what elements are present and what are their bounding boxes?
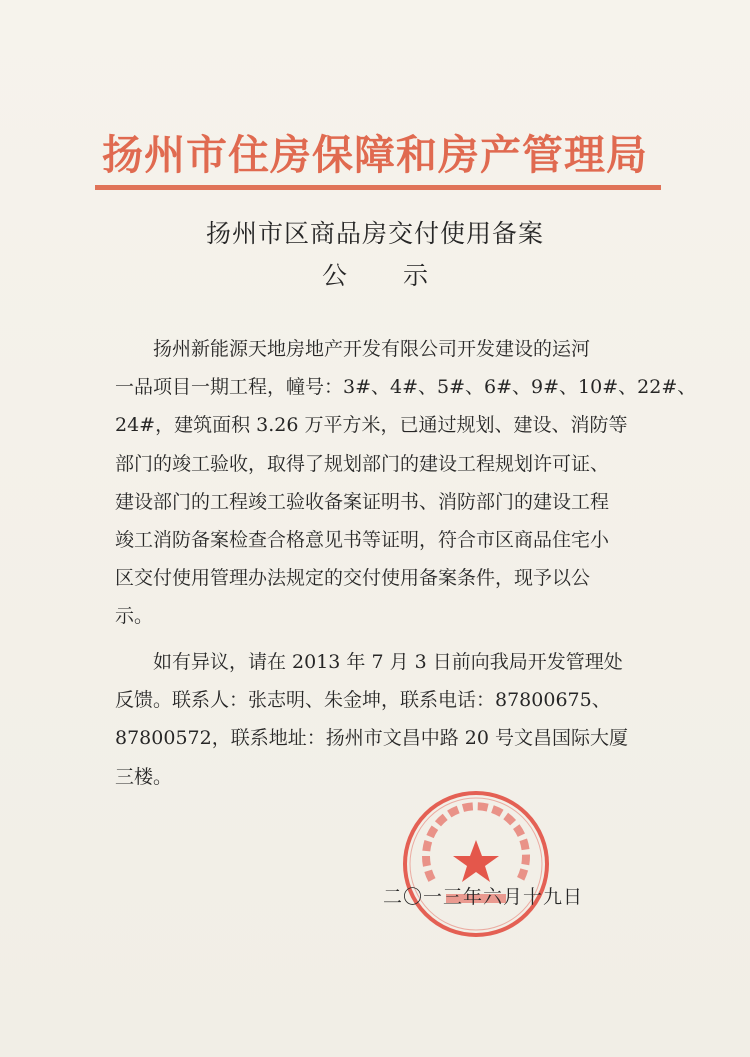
document-title: 扬州市区商品房交付使用备案: [205, 219, 544, 248]
paragraph-line: 反馈。联系人：张志明、朱金坤，联系电话：87800675、: [115, 689, 611, 712]
official-seal: [400, 788, 552, 940]
paragraph-line: 24#，建筑面积 3.26 万平方米，已通过规划、建设、消防等: [115, 414, 628, 437]
paragraph-line: 87800572，联系地址：扬州市文昌中路 20 号文昌国际大厦: [115, 727, 628, 750]
paragraph-line: 扬州新能源天地房地产开发有限公司开发建设的运河: [153, 338, 591, 360]
paragraph-line: 三楼。: [115, 765, 173, 788]
paragraph-line: 部门的竣工验收，取得了规划部门的建设工程规划许可证、: [115, 452, 610, 475]
paragraph-announcement: [115, 330, 697, 636]
paragraph-line: 建设部门的工程竣工验收备案证明书、消防部门的建设工程: [115, 490, 610, 513]
paragraph-contact: [115, 643, 648, 796]
document-subtitle: 公示: [321, 261, 484, 290]
paragraph-line: 一品项目一期工程，幢号：3#、4#、5#、6#、9#、10#、22#、: [115, 376, 697, 399]
star-icon: [453, 840, 499, 882]
paragraph-line: 区交付使用管理办法规定的交付使用备案条件，现予以公: [115, 567, 591, 590]
paragraph-line: 如有异议，请在 2013 年 7 月 3 日前向我局开发管理处: [153, 651, 623, 673]
paragraph-line: 竣工消防备案检查合格意见书等证明，符合市区商品住宅小: [115, 529, 610, 552]
seal-graphic: [400, 788, 552, 940]
issuer-title: 扬州市住房保障和房产管理局: [102, 131, 648, 179]
paragraph-line: 示。: [115, 605, 154, 628]
issue-date: 二〇一三年六月十九日: [383, 886, 584, 908]
header-red-rule: [95, 185, 661, 190]
